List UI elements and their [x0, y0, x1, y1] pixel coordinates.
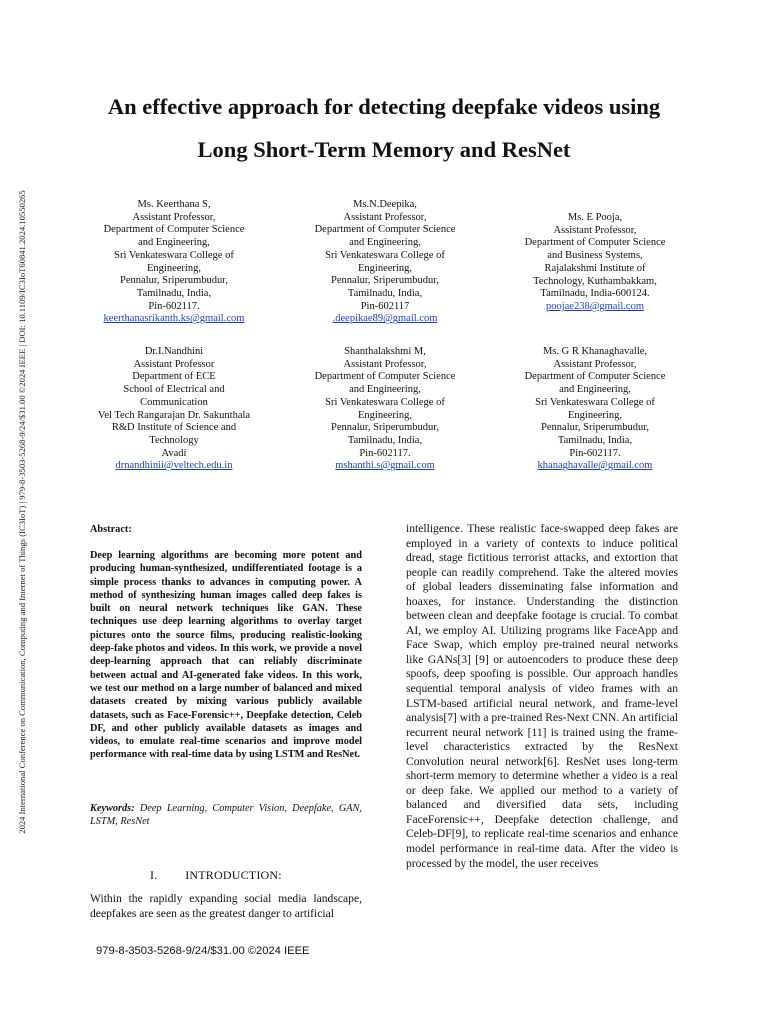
- author-block-3: [500, 212, 690, 314]
- intro-body: Within the rapidly expanding social media landscape, deepfakes are seen as the greatest danger to artificial: [90, 892, 362, 920]
- author-line: Sri Venkateswara College of: [535, 396, 655, 408]
- author-line: Tamilnadu, India,: [136, 287, 212, 299]
- intro-number: I.: [150, 868, 158, 882]
- author-line: Pin-602117.: [569, 447, 621, 459]
- intro-title: INTRODUCTION:: [185, 868, 282, 882]
- side-doi-label: [14, 124, 30, 900]
- author-line: Assistant Professor,: [132, 211, 216, 223]
- author-line: Tamilnadu, India-600124.: [540, 288, 650, 300]
- author-line: Tamilnadu, India,: [347, 287, 423, 299]
- abstract-heading: Abstract:: [90, 524, 132, 535]
- author-line: and Business Systems,: [547, 250, 643, 262]
- author-line: Pennalur, Sriperumbudur,: [331, 422, 439, 434]
- author-line: Technology: [149, 434, 199, 446]
- keywords-text: Deep Learning, Computer Vision, Deepfake, GAN, LSTM, ResNet: [90, 803, 362, 828]
- author-line: Shanthalakshmi M,: [344, 346, 426, 357]
- author-line: Sri Venkateswara College of: [325, 249, 445, 261]
- author-line: Ms. G R Khanaghavalle,: [542, 346, 648, 357]
- author-block-5: [290, 346, 480, 473]
- keywords: [90, 802, 362, 829]
- side-doi-text: 2024 International Conference on Communication, Computing and Internet of Things (IC3IoT) | 979-8-3503-5268-9/24/$31.00 ©2024 IEEE | DOI: 10.1109/IC3IoT60841.2024.10550265: [17, 190, 27, 834]
- author-line: Pin-602117.: [359, 447, 411, 459]
- author-line: Sri Venkateswara College of: [325, 396, 445, 408]
- author-line: and Engineering,: [349, 384, 421, 396]
- author-line: Dr.I.Nandhini: [144, 346, 204, 357]
- author-email-link[interactable]: khanaghavalle@gmail.com: [537, 460, 653, 472]
- author-line: Communication: [140, 396, 208, 408]
- author-block-6: [500, 346, 690, 473]
- author-line: Department of Computer Science: [314, 224, 456, 236]
- author-line: Assistant Professor,: [553, 224, 637, 236]
- author-email-link[interactable]: .deepikae89@gmail.com: [332, 313, 438, 325]
- paper-title-line-2: Long Short-Term Memory and ResNet: [197, 137, 571, 162]
- author-line: Tamilnadu, India,: [347, 434, 423, 446]
- author-line: Engineering,: [358, 262, 412, 274]
- author-line: Department of Computer Science: [314, 371, 456, 383]
- author-block-2: [290, 199, 480, 326]
- author-line: Assistant Professor,: [343, 358, 427, 370]
- author-line: Avadi: [161, 447, 187, 459]
- author-line: School of Electrical and: [123, 384, 225, 396]
- author-email-link[interactable]: poojae238@gmail.com: [545, 300, 645, 312]
- author-line: Department of ECE: [132, 371, 216, 383]
- author-line: R&D Institute of Science and: [111, 422, 237, 434]
- author-line: Engineering,: [147, 262, 201, 274]
- author-line: Ms. Keerthana S,: [137, 199, 211, 210]
- author-line: Sri Venkateswara College of: [114, 249, 234, 261]
- abstract-body: Deep learning algorithms are becoming more potent and producing human-synthesized, undifferentiated footage is a simple process thanks to advances in computing power. A method of synthesizing human images called deep fakes is built on neural network techniques like GAN. These techniques use deep learning algorithms to overlay target pictures onto the source films, producing realistic-looking deep-fake photos and videos. In this work, we provide a novel deep-learning approach that can reliably discriminate between actual and AI-generated fake videos. In this work, we test our method on a large number of balanced and mixed datasets created by mixing various publicly available datasets, such as Face-Forensic++, Deepfake detection, Celeb DF, and other publicly available datasets as images and videos, to emulate real-time scenarios and improve model performance with real-time data by using LSTM and ResNet.: [90, 550, 362, 761]
- author-block-4: [79, 346, 269, 473]
- author-email-link[interactable]: keerthanasrikanth.ks@gmail.com: [103, 313, 245, 325]
- author-line: and Engineering,: [559, 384, 631, 396]
- author-line: Engineering,: [358, 409, 412, 421]
- author-line: Pennalur, Sriperumbudur,: [541, 422, 649, 434]
- author-line: Department of Computer Science: [103, 224, 245, 236]
- author-line: Pennalur, Sriperumbudur,: [331, 275, 439, 287]
- author-block-1: [79, 199, 269, 326]
- author-line: Assistant Professor: [133, 358, 215, 370]
- footer-copyright: 979-8-3503-5268-9/24/$31.00 ©2024 IEEE: [96, 945, 310, 957]
- author-line: Ms.N.Deepika,: [353, 199, 417, 210]
- author-line: Engineering,: [568, 409, 622, 421]
- author-line: Tamilnadu, India,: [557, 434, 633, 446]
- author-line: Technology, Kuthambakkam,: [533, 275, 657, 287]
- author-line: and Engineering,: [349, 237, 421, 249]
- author-email-link[interactable]: drnandhinii@veltech.edu.in: [115, 460, 233, 472]
- author-line: Rajalakshmi Institute of: [544, 262, 646, 274]
- author-line: Pin-602117: [360, 300, 410, 312]
- right-column-body: intelligence. These realistic face-swapped deep fakes are employed in a variety of contexts to induce political dread, stage fictitious terrorist attacks, and extortion that people can readily comprehend. Take the altered movies of global leaders disseminating false information and hoaxes, for instance. Understanding the distinction between clean and deepfake footage is crucial. To combat AI, we employ AI. Utilizing programs like FaceApp and Face Swap, which employ pre-trained neural networks like GANs[3] [9] or autoencoders to produce these deep spoofs, deep spoofing is possible. Our approach handles sequential temporal analysis of video frames with an LSTM-based artificial neural network, and frame-level analysis[7] with a pre-trained Res-Next CNN. An artificial recurrent neural network [11] is trained using the frame-level characteristics extracted by the ResNext Convolution neural network[6]. ResNet uses long-term short-term memory to determine whether a video is a real or deep fake. We applied our method to a variety of balanced and diversified data sets, including FaceForensic++, Deepfake detection challenge, and Celeb-DF[9], to replicate real-time scenarios and enhance model performance in real-time data. After the video is processed by the model, the user receives: [406, 522, 678, 870]
- author-line: Department of Computer Science: [524, 371, 666, 383]
- author-line: Vel Tech Rangarajan Dr. Sakunthala: [97, 409, 251, 421]
- intro-heading: [150, 868, 282, 883]
- author-line: Pin-602117.: [148, 300, 200, 312]
- author-line: and Engineering,: [138, 237, 210, 249]
- keywords-label: Keywords:: [90, 803, 135, 814]
- author-line: Pennalur, Sriperumbudur,: [120, 275, 228, 287]
- author-line: Ms. E Pooja,: [567, 212, 623, 223]
- paper-title-line-1: An effective approach for detecting deepfake videos using: [107, 94, 661, 119]
- author-line: Department of Computer Science: [524, 237, 666, 249]
- author-email-link[interactable]: mshanthi.s@gmail.com: [335, 460, 435, 472]
- author-line: Assistant Professor,: [343, 211, 427, 223]
- author-line: Assistant Professor,: [553, 358, 637, 370]
